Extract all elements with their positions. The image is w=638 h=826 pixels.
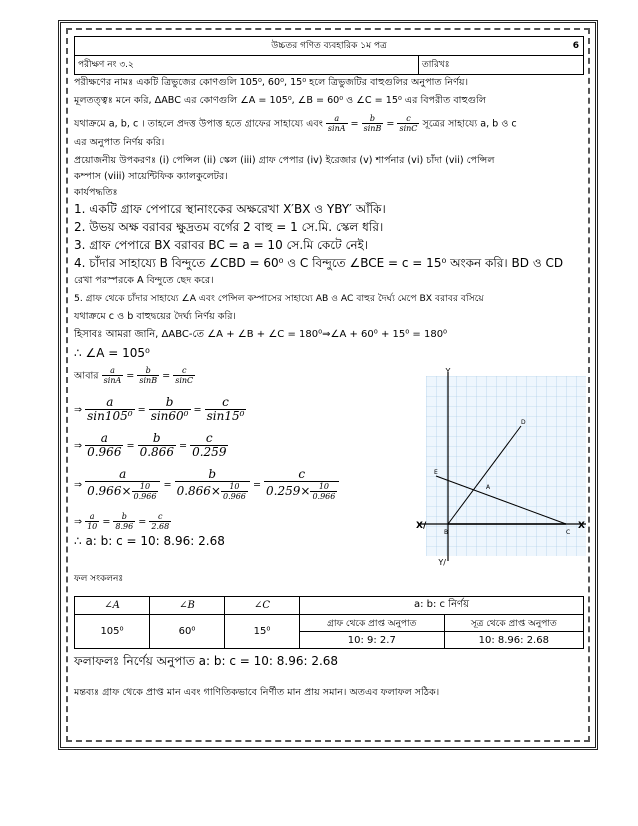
theory-line-1: মূলতত্ত্বঃ মনে করি, ΔABC এর কোণগুলি ∠A = 105⁰, ∠B = 60⁰ ও ∠C = 15⁰ এর বিপরীত বাহুগুলি xyxy=(74,95,486,106)
summary-title: ফল সংকলনঃ xyxy=(74,574,124,584)
cell-graph-ratio: 10: 9: 2.7 xyxy=(300,632,445,649)
page-number: 6 xyxy=(572,41,579,51)
info-row xyxy=(74,56,584,75)
cell-angle-b: 60⁰ xyxy=(150,615,225,649)
label-x: X xyxy=(578,521,585,531)
ratio-step-3: ⇒ a 0.966× $\frac{10}{0.966}$ = b 0.866× $\frac{10}{0.966}$ = c 0.259× $\frac{10}{0.966}$ xyxy=(74,468,339,501)
result-table xyxy=(74,596,584,649)
experiment-name: পরীক্ষণের নামঃ একটি ত্রিভুজের কোণগুলি 105⁰, 60⁰, 15⁰ হলে ত্রিভুজটির বাহুগুলির অনুপাত নির্ণয়। xyxy=(74,77,469,88)
theory-line-3: এর অনুপাত নির্ণয় করি। xyxy=(74,137,165,148)
ratio-step-2: ⇒ $\frac{a}{0.966}$ = $\frac{b}{0.866}$ = $\frac{c}{0.259}$ xyxy=(74,431,227,459)
fraction-a-sinA: $\frac{a}{\sin A}$ xyxy=(327,114,346,133)
procedure-title: কার্যপদ্ধতিঃ xyxy=(74,187,118,198)
cell-angle-c: 15⁰ xyxy=(225,615,300,649)
fraction-c-sinC: $\frac{c}{\sin C}$ xyxy=(399,114,418,133)
result-line: ফলাফলঃ নির্ণেয় অনুপাত a: b: c = 10: 8.96: 2.68 xyxy=(74,654,339,668)
theory-line-2b: সূত্রের সাহায্যে a, b ও c xyxy=(422,118,517,130)
subheader-graph: গ্রাফ থেকে প্রাপ্ত অনুপাত xyxy=(300,615,445,632)
header-angle-b: ∠B xyxy=(150,597,225,615)
label-y: Y xyxy=(445,367,451,376)
point-b: B xyxy=(444,529,449,536)
step-5b: যথাক্রমে c ও b বাহুদ্বয়ের দৈর্ঘ্য নির্ণয় করি। xyxy=(74,311,236,322)
tools-line-1: প্রয়োজনীয় উপকরণঃ (i) পেন্সিল (ii) স্কেল (iii) গ্রাফ পেপার (iv) ইরেজার (v) শার্পনার (vi) চাঁদা (vii) পেন্সিল xyxy=(74,155,495,166)
header-angle-a: ∠A xyxy=(75,597,150,615)
step-5a: 5. গ্রাফ থেকে চাঁদার সাহায্যে ∠A এবং পেন্সিল কম্পাসের সাহায্যে AB ও AC বাহুর দৈর্ঘ্য মেপে BX বরাবর বসিয়ে xyxy=(74,293,484,304)
ratio-step-1: ⇒ $\frac{a}{\text{sin105⁰}}$ = $\frac{b}{\text{sin60⁰}}$ = $\frac{c}{\text{sin15⁰}}$ xyxy=(74,395,245,423)
point-d: D xyxy=(521,419,526,426)
header-angle-c: ∠C xyxy=(225,597,300,615)
point-e: E xyxy=(434,469,438,476)
angle-a-result: ∴ ∠A = 105⁰ xyxy=(74,346,150,360)
point-c: C xyxy=(566,529,571,536)
ratio-final: ∴ a: b: c = 10: 8.96: 2.68 xyxy=(74,534,225,548)
again-line: আবার $\frac{a}{\sin A}$ = $\frac{b}{\sin B}$ = $\frac{c}{\sin C}$ xyxy=(74,366,194,385)
ratio-step-4: ⇒ $\frac{a}{10}$ = $\frac{b}{8.96}$ = $\frac{c}{2.68}$ xyxy=(74,512,170,531)
step-4a: 4. চাঁদার সাহায্যে B বিন্দুতে ∠CBD = 60⁰ ও C বিন্দুতে ∠BCE = c = 15⁰ অংকন করি। BD ও CD xyxy=(74,256,564,270)
label-x-neg: X/ xyxy=(416,521,427,531)
page-header xyxy=(74,36,584,56)
document-page xyxy=(74,36,584,736)
date-label: তারিখঃ xyxy=(422,60,450,70)
calculation-intro: হিসাবঃ আমরা জানি, ΔABC-তে ∠A + ∠B + ∠C = 180⁰⇒∠A + 60⁰ + 15⁰ = 180⁰ xyxy=(74,329,448,340)
subheader-formula: সূত্র থেকে প্রাপ্ত অনুপাত xyxy=(444,615,583,632)
experiment-number: পরীক্ষণ নং ৩.২ xyxy=(75,56,419,74)
step-2: 2. উভয় অক্ষ বরাবর ক্ষুদ্রতম বর্গের 2 বাহু = 1 সে.মি. স্কেল ধরি। xyxy=(74,220,384,234)
step-1: 1. একটি গ্রাফ পেপারে স্থানাংকের অক্ষরেখা X′BX ও YBY′ আঁকি। xyxy=(74,202,386,216)
theory-line-2: যথাক্রমে a, b, c । তাহলে প্রদত্ত উপাত্ত হতে গ্রাফের সাহায্যে এবং $\frac{a}{\sin A}$ = $\frac{b}{\sin B}$ = $\frac{c}{\sin C}$ সূত্রের সাহায্যে a, b ও c xyxy=(74,114,517,133)
construction-graph xyxy=(406,366,586,566)
again-label: আবার xyxy=(74,370,99,382)
fraction-b-sinB: $\frac{b}{\sin B}$ xyxy=(363,114,382,133)
cell-angle-a: 105⁰ xyxy=(75,615,150,649)
label-y-neg: Y/ xyxy=(438,558,446,566)
step-4b: রেখা পরস্পরকে A বিন্দুতে ছেদ করে। xyxy=(74,275,214,286)
tools-line-2: কম্পাস (viii) সায়েন্টিফিক ক্যালকুলেটর। xyxy=(74,171,228,182)
theory-line-2a: যথাক্রমে a, b, c । তাহলে প্রদত্ত উপাত্ত হতে গ্রাফের সাহায্যে এবং xyxy=(74,118,323,130)
point-a: A xyxy=(486,484,491,491)
comment-line: মন্তব্যঃ গ্রাফ থেকে প্রাপ্ত মান এবং গাণিতিকভাবে নির্ণীত মান প্রায় সমান। অতএব ফলাফল সঠিক। xyxy=(74,687,440,698)
page-title: উচ্চতর গণিত ব্যবহারিক ১ম পত্র xyxy=(271,41,387,51)
cell-formula-ratio: 10: 8.96: 2.68 xyxy=(444,632,583,649)
header-ratio: a: b: c নির্ণয় xyxy=(300,597,584,615)
step-3: 3. গ্রাফ পেপারে BX বরাবর BC = a = 10 সে.মি কেটে নেই। xyxy=(74,238,369,252)
